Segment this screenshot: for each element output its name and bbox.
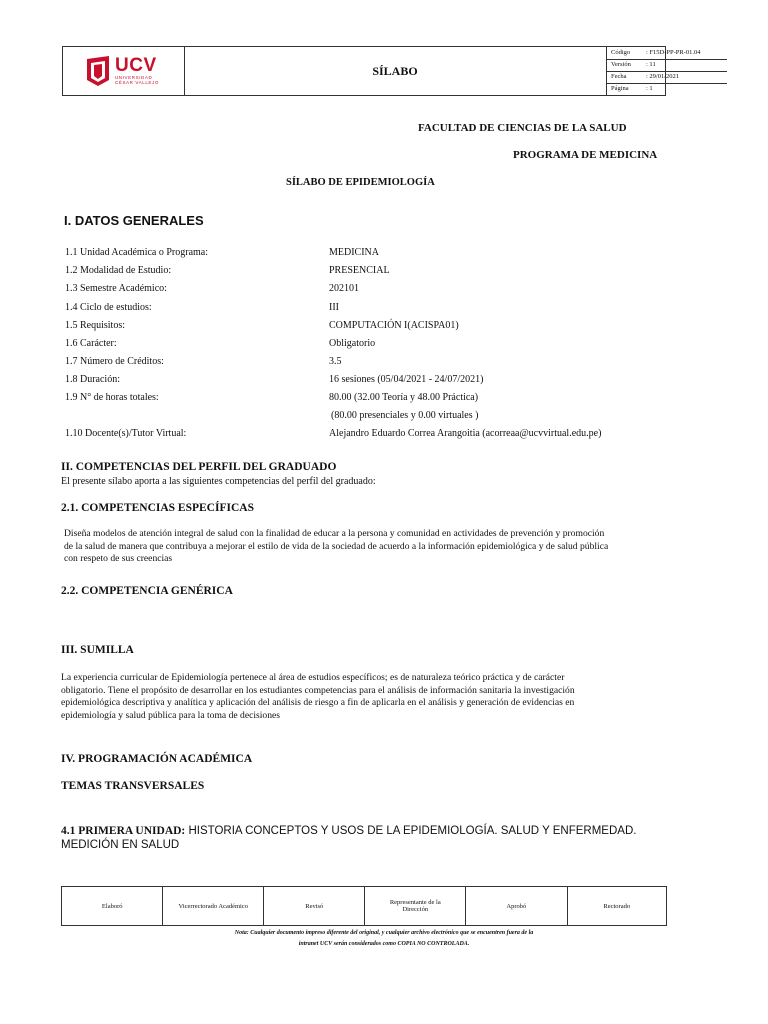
meta-value: : 11 (646, 61, 656, 68)
text-line: obligatorio. Tiene el propósito de desarrollar en los estudiantes competencias para el análisis de información sanitaria la investigación (61, 684, 575, 696)
meta-value: : F15D-PP-PR-01.04 (646, 49, 701, 56)
logo-text: UCV (115, 55, 157, 76)
unit-title-1: HISTORIA CONCEPTOS Y USOS DE LA EPIDEMIOLOGÍA. SALUD Y ENFERMEDAD. (188, 825, 637, 837)
sumilla-text (61, 672, 575, 722)
data-label: 1.4 Ciclo de estudios: (65, 302, 152, 313)
program-name: PROGRAMA DE MEDICINA (513, 149, 658, 161)
text-line: de la salud de manera que contribuya a mejorar el estilo de vida de la sociedad de acuerdo a la información epidemiológica y de salud pública (64, 540, 609, 552)
data-value: (80.00 presenciales y 0.00 virtuales ) (331, 410, 479, 421)
data-label: 1.8 Duración: (65, 374, 120, 385)
data-value: PRESENCIAL (329, 265, 390, 276)
data-value: 202101 (329, 283, 359, 294)
first-unit-title (61, 825, 636, 837)
data-label: 1.7 Número de Créditos: (65, 356, 164, 367)
section-1-heading: I. DATOS GENERALES (64, 213, 204, 228)
text-line: Diseña modelos de atención integral de salud con la finalidad de educar a la persona y comunidad en actividades de prevención y promoción (64, 528, 605, 539)
text-line: epidemiología y salud pública para la toma de decisiones (61, 709, 280, 721)
data-value: COMPUTACIÓN I(ACISPA01) (329, 320, 459, 331)
approval-cell: Elaboró (62, 887, 163, 925)
data-value: 3.5 (329, 356, 342, 367)
data-value: 80.00 (32.00 Teoría y 48.00 Práctica) (329, 392, 479, 403)
meta-row-version (606, 59, 726, 71)
approval-cell: Rectorado (603, 902, 631, 910)
meta-row-page (606, 83, 726, 95)
document-header (62, 46, 701, 96)
footer-note-1: Nota: Cualquier documento impreso diferente del original, y cualquier archivo electrónico que se encuentren fuera de la (234, 930, 534, 936)
text-line: epidemiológica descriptiva y analítica y aplicación del análisis de riesgo a fin de aplicarla en el análisis y generación de evidencias en (61, 697, 575, 709)
section-2-intro: El presente sílabo aporta a las siguientes competencias del perfil del graduado: (61, 476, 376, 487)
approval-cell: Representante de la Dirección (365, 887, 466, 925)
document-title: SÍLABO (184, 47, 607, 95)
meta-row-code (606, 47, 726, 59)
meta-key: Código (611, 49, 631, 56)
syllabus-title: SÍLABO DE EPIDEMIOLOGÍA (286, 177, 435, 188)
section-2-heading: II. COMPETENCIAS DEL PERFIL DEL GRADUADO (61, 461, 337, 473)
meta-key: Página (611, 85, 629, 92)
faculty-name: FACULTAD DE CIENCIAS DE LA SALUD (418, 122, 627, 134)
section-4-heading: IV. PROGRAMACIÓN ACADÉMICA (61, 753, 253, 765)
data-label: 1.9 N° de horas totales: (65, 392, 159, 403)
data-label: 1.6 Carácter: (65, 338, 117, 349)
specific-competencies-text (64, 528, 608, 566)
approval-cell: Revisó (264, 887, 365, 925)
data-value: Obligatorio (329, 338, 376, 349)
data-value: MEDICINA (329, 247, 379, 258)
generic-competency-heading: 2.2. COMPETENCIA GENÉRICA (61, 585, 233, 597)
logo-sub1: UNIVERSIDAD (115, 75, 153, 80)
meta-row-date (606, 71, 726, 83)
text-line: con respeto de sus creencias (64, 553, 173, 565)
unit-label: 4.1 PRIMERA UNIDAD: (61, 825, 186, 837)
section-3-heading: III. SUMILLA (61, 644, 134, 656)
meta-value: : 1 (646, 85, 653, 92)
approval-cell: Aprobó (466, 887, 567, 925)
data-value: 16 sesiones (05/04/2021 - 24/07/2021) (329, 374, 484, 385)
logo-sub2: CÉSAR VALLEJO (115, 80, 159, 85)
approval-table (61, 886, 667, 926)
transversal-topics-heading: TEMAS TRANSVERSALES (61, 780, 205, 792)
data-value: Alejandro Eduardo Correa Arangoitia (acorreaa@ucvvirtual.edu.pe) (329, 428, 602, 439)
meta-key: Fecha (611, 73, 627, 80)
data-label: 1.2 Modalidad de Estudio: (65, 265, 172, 276)
data-value: III (329, 302, 339, 313)
document-meta (606, 47, 701, 95)
specific-competencies-heading: 2.1. COMPETENCIAS ESPECÍFICAS (61, 502, 254, 514)
footer-note-2: intranet UCV serán considerados como COPIA NO CONTROLADA. (298, 941, 470, 947)
logo-subtitle (115, 75, 159, 85)
unit-title-2: MEDICIÓN EN SALUD (61, 839, 180, 851)
data-label: 1.5 Requisitos: (65, 320, 126, 331)
ucv-logo-icon (85, 56, 111, 86)
meta-value: : 29/01/2021 (646, 73, 680, 80)
data-label: 1.10 Docente(s)/Tutor Virtual: (65, 428, 187, 439)
text-line: La experiencia curricular de Epidemiología pertenece al área de estudios específicos; es de naturaleza teórico práctica y de carácter (61, 672, 565, 683)
data-label: 1.1 Unidad Académica o Programa: (65, 247, 209, 258)
ucv-logo (85, 56, 165, 86)
approval-cell: Vicerrectorado Académico (163, 887, 264, 925)
logo-cell (63, 47, 185, 95)
data-label: 1.3 Semestre Académico: (65, 283, 167, 294)
meta-key: Versión (611, 61, 631, 68)
